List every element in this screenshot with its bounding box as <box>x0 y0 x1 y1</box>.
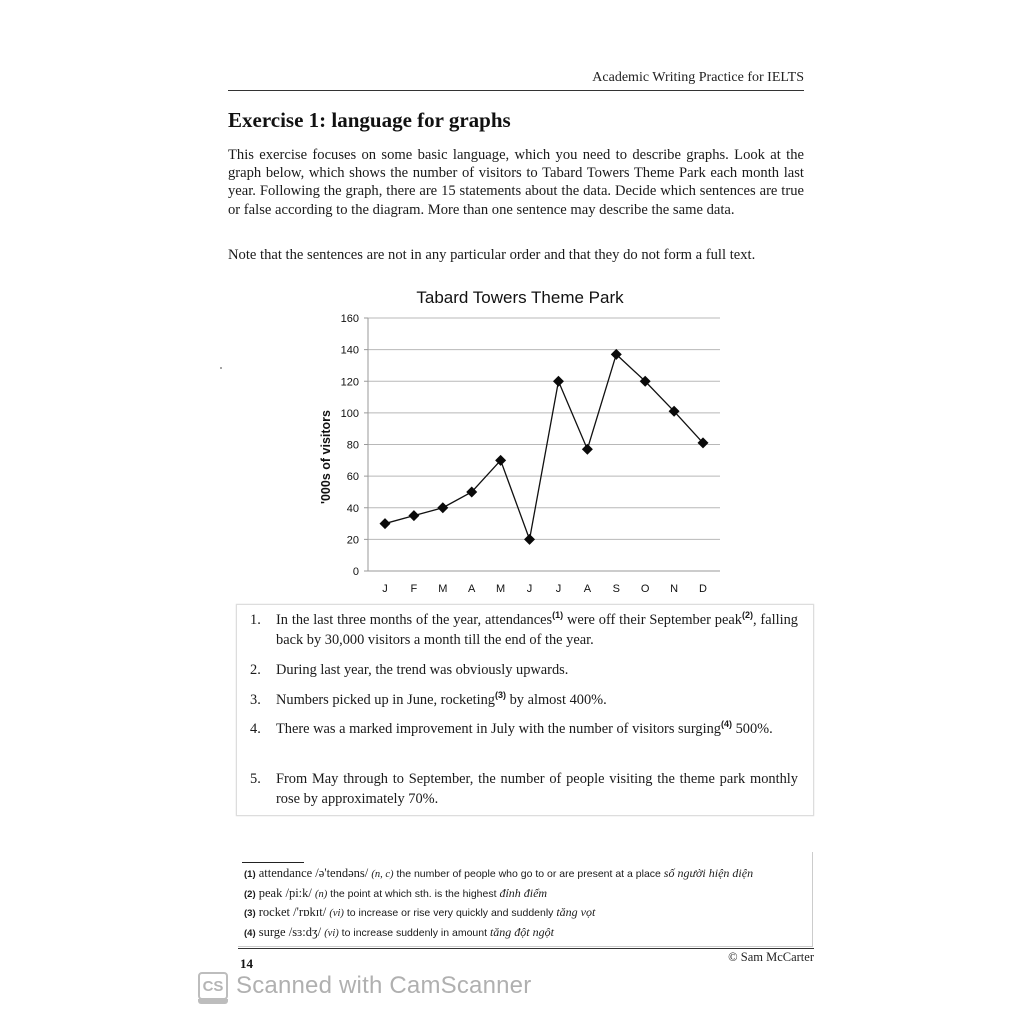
statement-text: During last year, the trend was obviously upwards. <box>276 662 569 678</box>
x-tick-label: J <box>555 583 562 595</box>
chart-title: Tabard Towers Theme Park <box>416 288 624 307</box>
glossary-entry <box>244 925 554 940</box>
statement-item <box>250 769 798 809</box>
x-tick-label: A <box>468 583 476 595</box>
vietnamese-translation: tăng vọt <box>556 905 596 919</box>
y-tick-label: 40 <box>346 502 359 515</box>
y-axis-label: '000s of visitors <box>319 410 333 504</box>
diamond-marker <box>380 518 391 529</box>
footnote-ref: (2) <box>741 610 753 620</box>
y-tick-label: 160 <box>340 313 359 325</box>
header-rule <box>228 90 804 91</box>
watermark-text: Scanned with CamScanner <box>236 972 532 999</box>
statement-item <box>250 690 798 710</box>
glossary-word: rocket /'rɒkɪt/ <box>255 905 330 919</box>
glossary-word: peak /pi:k/ <box>255 886 315 900</box>
part-of-speech: (n) <box>315 889 328 900</box>
glossary-entry <box>244 866 753 881</box>
footnote-ref: (4) <box>720 719 732 729</box>
diamond-marker <box>582 444 593 455</box>
statement-text: There was a marked improvement in July with the number of visitors surging$^{(4)}$ 500%. <box>276 719 773 737</box>
y-tick-label: 120 <box>340 376 359 389</box>
camscanner-logo-icon: CS <box>198 972 228 1000</box>
y-tick-label: 80 <box>346 439 359 452</box>
footnote-ref: (3) <box>495 690 507 700</box>
x-tick-label: F <box>410 583 418 595</box>
y-tick-label: 140 <box>340 344 359 357</box>
note-paragraph: Note that the sentences are not in any particular order and that they do not form a full text. <box>228 247 756 263</box>
vietnamese-translation: đỉnh điểm <box>499 886 548 900</box>
x-tick-label: J <box>382 583 388 595</box>
x-tick-label: J <box>526 583 533 595</box>
x-tick-label: A <box>583 583 592 595</box>
statement-text: Numbers picked up in June, rocketing$^{(3)}$ by almost 400%. <box>276 690 607 708</box>
scan-speck <box>220 367 222 369</box>
x-tick-label: S <box>612 583 620 595</box>
page-number: 14 <box>240 956 253 971</box>
x-tick-label: N <box>670 583 679 595</box>
copyright-notice: © Sam McCarter <box>728 950 814 964</box>
glossary-word: surge /sɜ:dʒ/ <box>255 925 325 939</box>
intro-paragraph: This exercise focuses on some basic language, which you need to describe graphs. Look at the graph below, which shows the number of visitors to Tabard Towers Theme Park each month last year. Following the graph, there are 15 statements about the data. Decide which sentences are true or false according to the diagram. More than one sentence may describe the same data. <box>228 147 804 218</box>
glossary-definition: the point at which sth. is the highest <box>327 888 500 900</box>
statement-number: 2. <box>250 662 261 678</box>
part-of-speech: (vi) <box>329 908 344 919</box>
x-tick-label: M <box>496 583 506 595</box>
statement-item <box>250 719 798 739</box>
statement-item <box>250 660 798 680</box>
glossary-entry <box>244 905 595 920</box>
glossary-definition: to increase suddenly in amount <box>338 927 490 939</box>
statement-text: From May through to September, the number of people visiting the theme park monthly rose by approximately 70%. <box>276 771 798 807</box>
part-of-speech: (n, c) <box>371 869 394 880</box>
part-of-speech: (vi) <box>324 928 339 939</box>
footer-rule <box>238 948 814 949</box>
statement-number: 1. <box>250 612 261 628</box>
y-tick-label: 0 <box>352 566 359 578</box>
x-tick-label: O <box>640 583 650 595</box>
glossary-entry <box>244 886 547 901</box>
footnote-number: (4) <box>244 928 256 939</box>
diamond-marker <box>437 502 448 513</box>
vietnamese-translation: tăng đột ngột <box>489 925 554 939</box>
footnote-number: (2) <box>244 889 256 900</box>
vietnamese-translation: số người hiện diện <box>663 866 754 880</box>
footnote-rule <box>242 862 304 863</box>
glossary-definition: the number of people who go to or are present at a place <box>393 868 664 880</box>
y-tick-label: 20 <box>346 534 359 547</box>
statement-item <box>250 610 798 650</box>
statement-number: 4. <box>250 721 261 737</box>
glossary-word: attendance /ə'tendəns/ <box>255 866 372 880</box>
footnote-ref: (1) <box>552 610 564 620</box>
diamond-marker <box>553 376 564 387</box>
chart-plot <box>300 284 740 604</box>
footnote-number: (1) <box>244 869 256 880</box>
exercise-title: Exercise 1: language for graphs <box>228 108 511 132</box>
diamond-marker <box>408 510 419 521</box>
footnote-number: (3) <box>244 908 256 919</box>
running-header: Academic Writing Practice for IELTS <box>592 70 804 85</box>
camscanner-watermark <box>198 970 531 1002</box>
y-tick-label: 100 <box>340 407 359 420</box>
x-tick-label: M <box>438 583 448 595</box>
statement-text: In the last three months of the year, attendances$^{(1)}$ were off their September peak$^{(2)}$, falling back by 30,000 visitors a month till the end of the year. <box>276 610 798 648</box>
diamond-marker <box>524 534 535 545</box>
statement-number: 3. <box>250 692 261 708</box>
line-chart <box>300 284 740 604</box>
statement-number: 5. <box>250 771 261 787</box>
data-line <box>385 354 703 539</box>
y-tick-label: 60 <box>346 471 359 484</box>
x-tick-label: D <box>699 583 707 595</box>
glossary-definition: to increase or rise very quickly and suddenly <box>343 907 557 919</box>
